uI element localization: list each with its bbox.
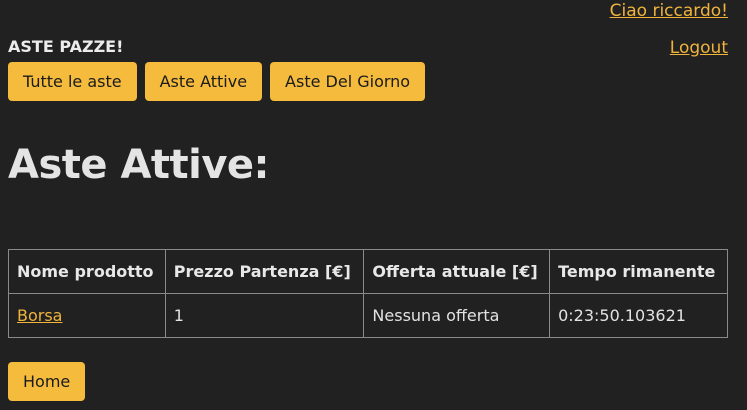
user-profile-link[interactable]: Ciao riccardo!: [609, 1, 728, 21]
site-brand: ASTE PAZZE!: [8, 37, 124, 56]
today-auctions-button[interactable]: Aste Del Giorno: [270, 62, 425, 101]
current-offer-cell: Nessuna offerta: [364, 294, 550, 338]
active-auctions-button[interactable]: Aste Attive: [145, 62, 262, 101]
home-button[interactable]: Home: [8, 362, 85, 401]
table-row: [9, 294, 728, 338]
page-title: Aste Attive:: [8, 142, 270, 188]
auctions-table: [8, 249, 728, 338]
all-auctions-button[interactable]: Tutte le aste: [8, 62, 137, 101]
time-left-cell: 0:23:50.103621: [550, 294, 728, 338]
column-header-current-offer: Offerta attuale [€]: [364, 250, 550, 294]
main-nav: [8, 62, 425, 101]
product-name-cell: [9, 294, 166, 338]
product-link[interactable]: Borsa: [17, 306, 63, 325]
column-header-time-left: Tempo rimanente: [550, 250, 728, 294]
table-header-row: [9, 250, 728, 294]
logout-link[interactable]: Logout: [669, 38, 728, 58]
column-header-start-price: Prezzo Partenza [€]: [165, 250, 364, 294]
column-header-product-name: Nome prodotto: [9, 250, 166, 294]
start-price-cell: 1: [165, 294, 364, 338]
